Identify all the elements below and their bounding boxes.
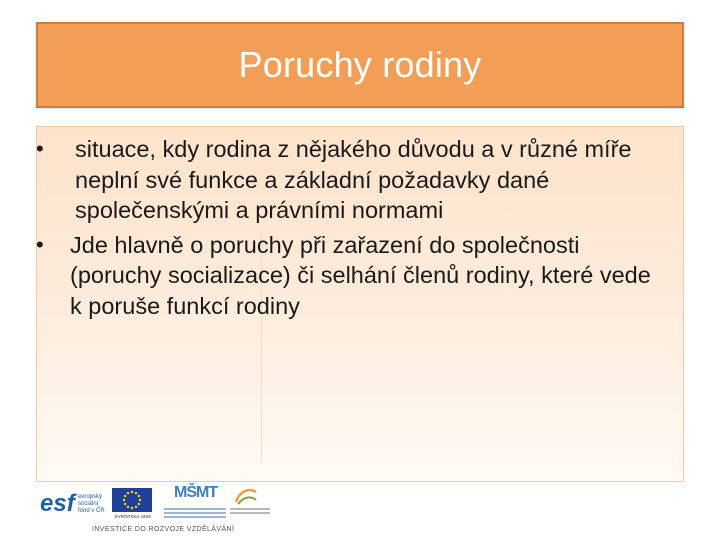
eu-flag bbox=[112, 488, 152, 512]
eu-flag-icon bbox=[112, 488, 152, 519]
op-text-lines bbox=[230, 508, 270, 516]
esf-logo-letters: esf bbox=[40, 490, 75, 517]
esf-logo bbox=[40, 490, 106, 522]
esf-logo-text: evropský sociální fond v ČR bbox=[78, 494, 105, 514]
bullet-list bbox=[36, 130, 656, 324]
bullet-text: situace, kdy rodina z nějakého důvodu a v různé míře neplní své funkce a základní požadavky dané společenskými a právními normami bbox=[75, 136, 632, 223]
msmt-logo bbox=[164, 484, 226, 524]
footer-caption: INVESTICE DO ROZVOJE VZDĚLÁVÁNÍ bbox=[92, 526, 235, 533]
bullet-item bbox=[36, 134, 656, 226]
bullet-icon: • bbox=[36, 231, 44, 257]
bullet-icon: • bbox=[36, 136, 44, 161]
bullet-item bbox=[36, 230, 656, 322]
footer-logos bbox=[40, 484, 280, 540]
op-swoosh-icon bbox=[234, 486, 258, 506]
eu-stars-icon bbox=[112, 488, 152, 512]
op-vk-logo bbox=[230, 486, 270, 520]
eu-caption: EVROPSKÁ UNIE bbox=[114, 514, 152, 519]
slide-title: Poruchy rodiny bbox=[238, 44, 482, 85]
title-banner bbox=[36, 22, 684, 108]
bullet-text: Jde hlavně o poruchy při zařazení do společnosti (poruchy socializace) či selhání členů rodiny, které vede k poruše funkcí rodiny bbox=[70, 231, 651, 319]
msmt-text-lines bbox=[164, 508, 226, 520]
msmt-mark: MŠMT bbox=[174, 484, 218, 501]
